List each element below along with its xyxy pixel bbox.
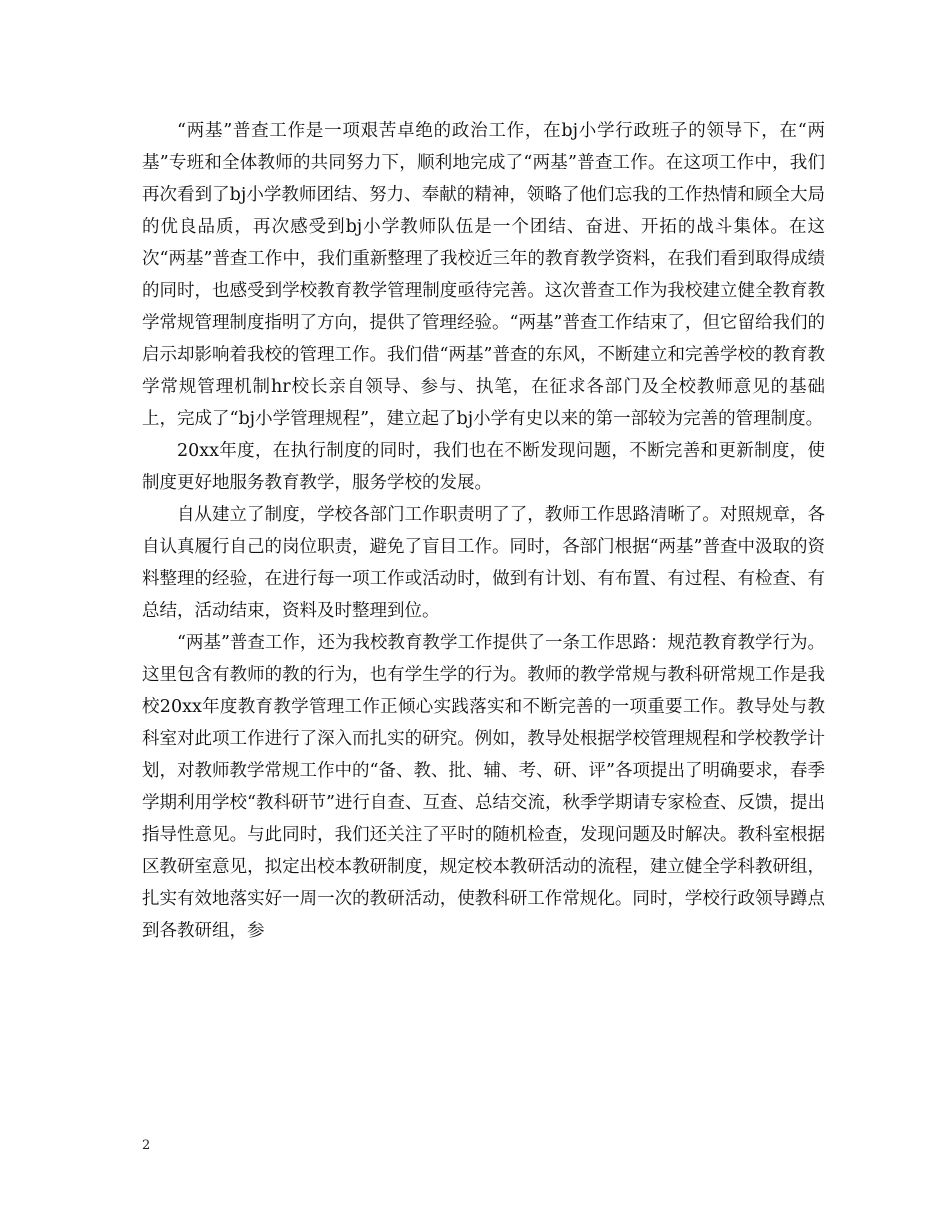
document-body bbox=[142, 115, 825, 947]
paragraph-3: 自从建立了制度，学校各部门工作职责明了了，教师工作思路清晰了。对照规章，各自认真履行自己的岗位职责，避免了盲目工作。同时，各部门根据“两基”普查中汲取的资料整理的经验，在进行每一项工作或活动时，做到有计划、有布置、有过程、有检查、有总结，活动结束，资料及时整理到位。 bbox=[142, 505, 825, 621]
paragraph-2: 20xx年度，在执行制度的同时，我们也在不断发现问题，不断完善和更新制度，使制度更好地服务教育教学，服务学校的发展。 bbox=[142, 441, 825, 493]
paragraph-1: “两基”普查工作是一项艰苦卓绝的政治工作，在bj小学行政班子的领导下，在“两基”专班和全体教师的共同努力下，顺利地完成了“两基”普查工作。在这项工作中，我们再次看到了bj小学教师团结、努力、奉献的精神，领略了他们忘我的工作热情和顾全大局的优良品质，再次感受到bj小学教师队伍是一个团结、奋进、开拓的战斗集体。在这次“两基”普查工作中，我们重新整理了我校近三年的教育教学资料，在我们看到取得成绩的同时，也感受到学校教育教学管理制度亟待完善。这次普查工作为我校建立健全教育教学常规管理制度指明了方向，提供了管理经验。“两基”普查工作结束了，但它留给我们的启示却影响着我校的管理工作。我们借“两基”普查的东风，不断建立和完善学校的教育教学常规管理机制hr校长亲自领导、参与、执笔，在征求各部门及全校教师意见的基础上，完成了“bj小学管理规程”，建立起了bj小学有史以来的第一部较为完善的管理制度。 bbox=[142, 121, 825, 429]
paragraph-4: “两基”普查工作，还为我校教育教学工作提供了一条工作思路：规范教育教学行为。这里包含有教师的教的行为，也有学生学的行为。教师的教学常规与教科研常规工作是我校20xx年度教育教学管理工作正倾心实践落实和不断完善的一项重要工作。教导处与教科室对此项工作进行了深入而扎实的研究。例如，教导处根据学校管理规程和学校教学计划，对教师教学常规工作中的“备、教、批、辅、考、研、评”各项提出了明确要求，春季学期利用学校“教科研节”进行自查、互查、总结交流，秋季学期请专家检查、反馈，提出指导性意见。与此同时，我们还关注了平时的随机检查，发现问题及时解决。教科室根据区教研室意见，拟定出校本教研制度，规定校本教研活动的流程，建立健全学科教研组，扎实有效地落实好一周一次的教研活动，使教科研工作常规化。同时，学校行政领导蹲点到各教研组，参 bbox=[142, 633, 825, 941]
page-number: 2 bbox=[142, 1138, 151, 1153]
